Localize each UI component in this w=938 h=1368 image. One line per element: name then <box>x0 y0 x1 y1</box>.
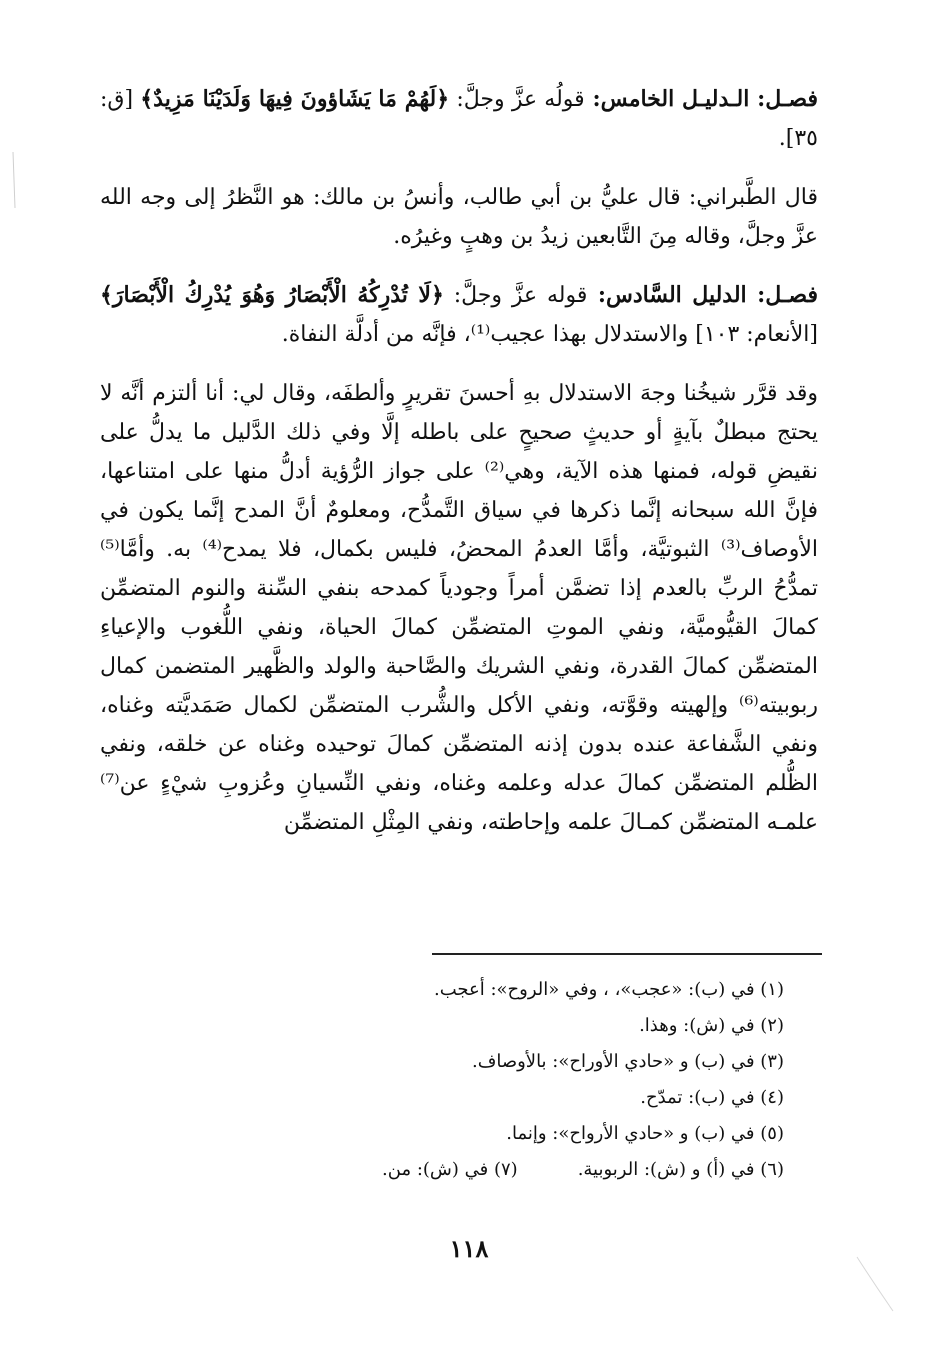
footnote-6: (٦) في (أ) و (ش): الربوبية. <box>577 1159 784 1180</box>
paragraph <box>100 178 818 256</box>
text-run: وقد قرَّر شيخُنا وجهَ الاستدلال بهِ أحسنَ تقريرٍ وألطفَه، وقال لي: أنا ألتزم أنَّه لا يحتج مبطلٌ بآيةٍ أو حديثٍ صحيحٍ على باطله إلَّا وفي ذلك الدَّليل ما يدلُّ على نقيضِ قوله، فمنها هذه الآية، وهي⁽²⁾ على جواز الرُّؤية أدلُّ منها على امتناعها، فإنَّ الله سبحانه إنَّما ذكرها في سياق التَّمدُّح، ومعلومٌ أنَّ المدح إنَّما يكون في الأوصاف⁽³⁾ الثبوتيَّة، وأمَّا العدمُ المحضُ، فليس بكمال، فلا يمدح⁽⁴⁾ به. وأمَّا⁽⁵⁾ تمدُّحُ الربِّ بالعدم إذا تضمَّن أمراً وجودياً كمدحه بنفي السِّنة والنوم المتضمِّن كمالَ القيُّوميَّة، ونفي الموتِ المتضمِّن كمالَ الحياة، ونفي اللُّغوب والإعياءِ المتضمِّن كمالَ القدرة، ونفي الشريك والصَّاحبة والولد والظَّهير المتضمن كمال ربوبيته⁽⁶⁾ وإلهيته وقوَّته، ونفي الأكل والشُّرب المتضمِّن لكمال صَمَديَّته وغناه، ونفي الشَّفاعة عنده بدون إذنه المتضمِّن كمالَ توحيده وغناه عن خلقه، ونفي الظُّلم المتضمِّن كمالَ عدله وعلمه وغناه، ونفي النِّسيانِ وعُزوبِ شيْءٍ عن⁽⁷⁾ علمـه المتضمِّن كمـالَ علمه وإحاطته، ونفي المِثْلِ المتضمِّن <box>100 381 819 835</box>
quran-verse: ﴿لَهُمْ مَا يَشَاؤونَ فِيهَا وَلَدَيْنَا مَزِيدٌ﴾ <box>140 86 450 112</box>
scan-mark-left <box>8 150 18 210</box>
footnote-2: (٢) في (ش): وهذا. <box>639 1015 784 1036</box>
footnote-3: (٣) في (ب) و «حادي الأوراح»: بالأوصاف. <box>471 1051 784 1072</box>
footnote-5: (٥) في (ب) و «حادي الأرواح»: وإنما. <box>506 1123 784 1144</box>
main-text <box>100 80 818 842</box>
footnote-4: (٤) في (ب): تمدّح. <box>640 1087 784 1108</box>
paragraph-gap <box>100 158 818 178</box>
scan-mark-right <box>855 1255 895 1315</box>
paragraph <box>100 374 818 842</box>
page-number: ١١٨ <box>449 1234 489 1263</box>
text-run: قوله عزَّ وجلَّ: <box>443 283 588 308</box>
footnote-7: (٧) في (ش): من. <box>382 1159 518 1180</box>
footnote-divider <box>432 953 822 955</box>
paragraph <box>100 276 818 354</box>
section-heading: فصـل: الدليل السَّادس: <box>587 282 818 308</box>
footnote-1: (١) في (ب): «عجب»، ، وفي «الروح»: أعجب. <box>434 979 784 1000</box>
footnotes <box>250 972 784 1188</box>
text-run: [الأنعام: ١٠٣] والاستدلال بهذا عجيب⁽¹⁾، فإنَّه من أدلَّة النفاة. <box>281 322 818 347</box>
paragraph <box>100 80 818 158</box>
text-run: [ق: ٣٥]. <box>100 87 818 151</box>
text-run: قال الطَّبراني: قال عليُّ بن أبي طالب، وأنسُ بن مالك: هو النَّظرُ إلى وجه الله عزَّ وجلَّ، وقاله مِنَ التَّابعين زيدُ بن وهبٍ وغيرُه. <box>100 185 818 249</box>
paragraph-gap <box>100 256 818 276</box>
paragraph-gap <box>100 354 818 374</box>
section-heading: فصـل: الـدليـل الخامس: <box>584 86 818 112</box>
text-run: قولُه عزَّ وجلَّ: <box>449 87 585 112</box>
quran-verse: ﴿لَا تُدْرِكُهُ الْأَبْصَارُ وَهُوَ يُدْرِكُ الْأَبْصَارَ﴾ <box>100 282 444 308</box>
footnote-row-6-7 <box>250 1152 784 1188</box>
